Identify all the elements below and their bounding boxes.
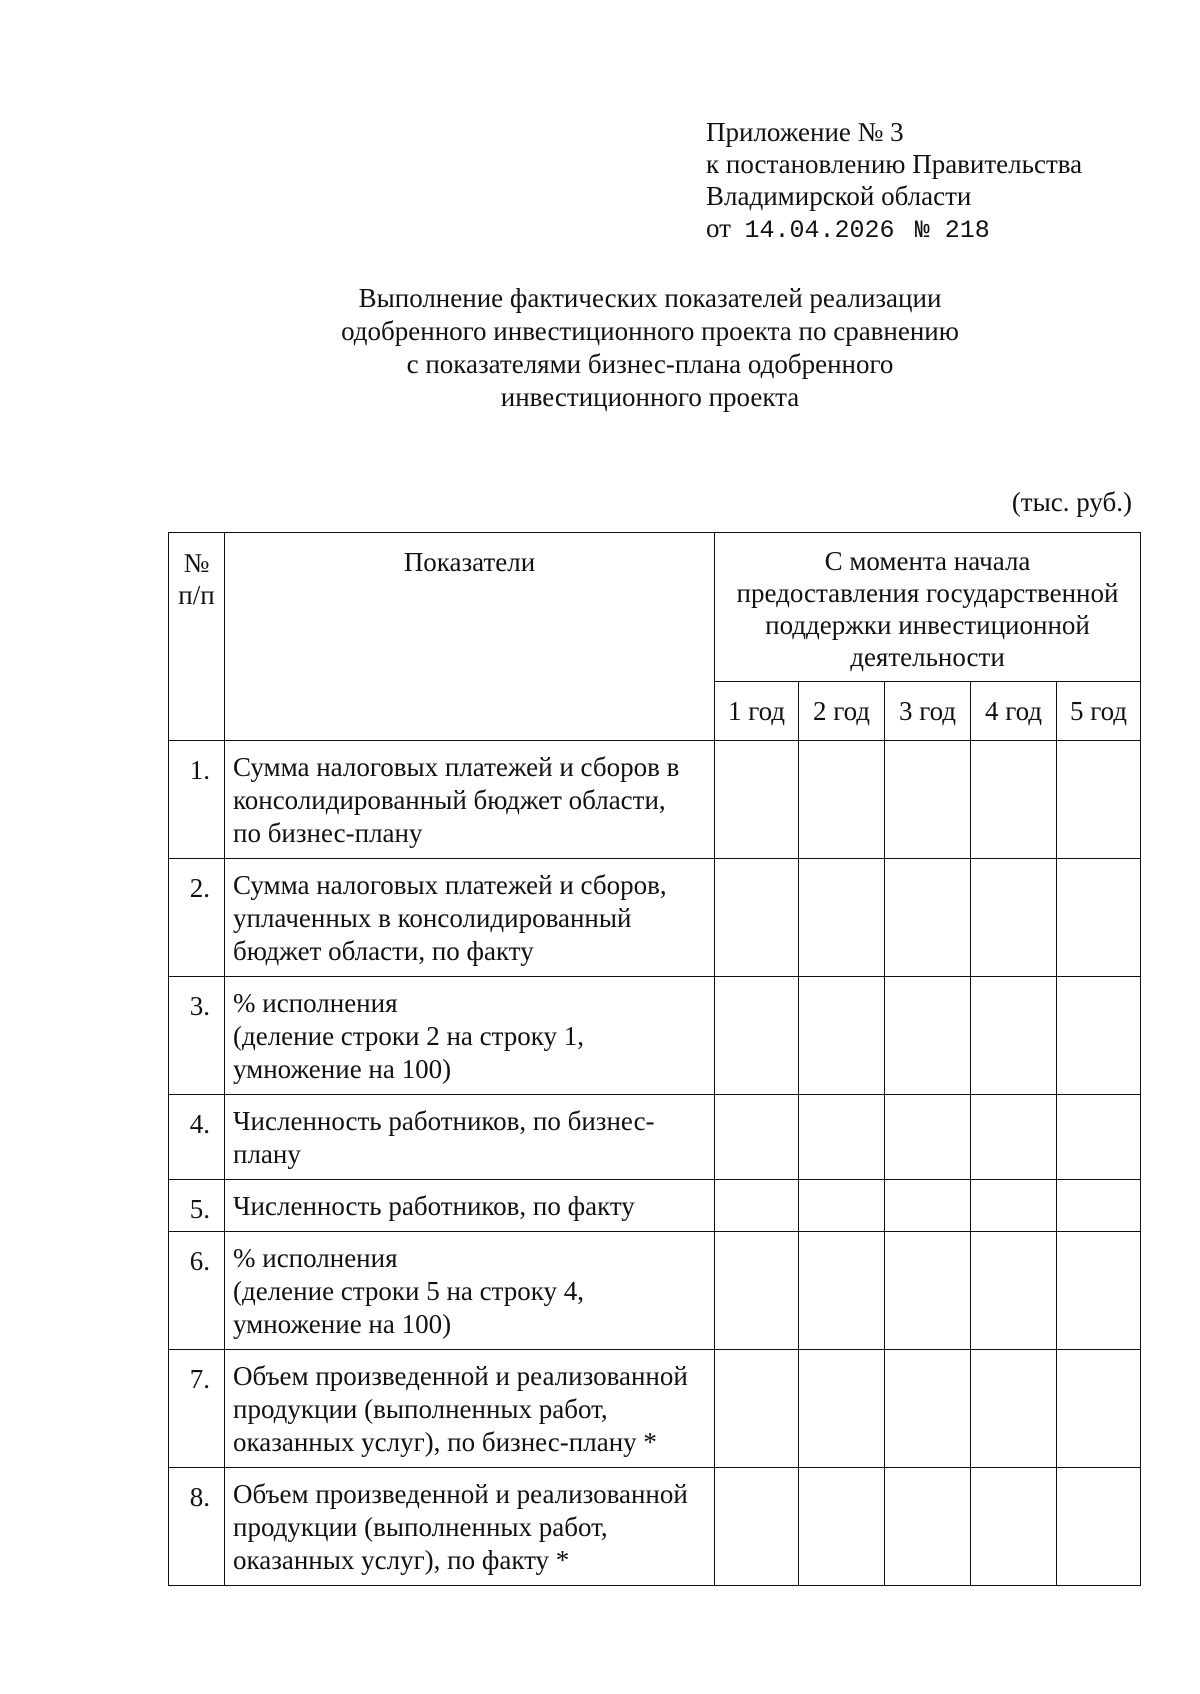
row-indicator	[225, 1232, 715, 1350]
year-value-cell[interactable]	[715, 741, 799, 859]
year-value-cell[interactable]	[971, 1350, 1057, 1468]
header-period-line: предоставления государственной	[736, 578, 1119, 608]
table-header-row	[169, 533, 1141, 682]
row-number: 8.	[169, 1468, 225, 1586]
year-header: 2 год	[799, 682, 885, 741]
units-label: (тыс. руб.)	[1011, 487, 1132, 517]
indicator-line: (деление строки 2 на строку 1,	[233, 1021, 585, 1051]
year-value-cell[interactable]	[971, 741, 1057, 859]
appendix-date-line	[706, 212, 1082, 247]
indicator-line: бюджет области, по факту	[233, 936, 534, 966]
row-number: 4.	[169, 1095, 225, 1180]
year-value-cell[interactable]	[799, 1350, 885, 1468]
year-value-cell[interactable]	[971, 859, 1057, 977]
indicator-line: Численность работников, по бизнес-	[233, 1106, 655, 1136]
year-value-cell[interactable]	[971, 977, 1057, 1095]
year-value-cell[interactable]	[715, 1350, 799, 1468]
header-num-abbr: п/п	[178, 580, 215, 610]
appendix-resolution: к постановлению Правительства	[706, 149, 1083, 179]
indicator-line: Объем произведенной и реализованной	[233, 1361, 688, 1391]
year-value-cell[interactable]	[885, 1468, 971, 1586]
indicator-line: умножение на 100)	[233, 1309, 452, 1339]
row-number: 7.	[169, 1350, 225, 1468]
row-number: 3.	[169, 977, 225, 1095]
title-line: с показателями бизнес-плана одобренного	[406, 349, 894, 379]
year-value-cell[interactable]	[715, 1180, 799, 1232]
indicator-line: Сумма налоговых платежей и сборов в	[233, 752, 680, 782]
indicator-line: (деление строки 5 на строку 4,	[233, 1276, 585, 1306]
title-line: инвестиционного проекта	[500, 382, 800, 412]
header-num-cell	[169, 533, 225, 741]
year-value-cell[interactable]	[885, 977, 971, 1095]
table-row	[169, 977, 1141, 1095]
appendix-region: Владимирской области	[706, 181, 972, 211]
year-value-cell[interactable]	[1057, 1180, 1141, 1232]
row-indicator	[225, 1095, 715, 1180]
year-value-cell[interactable]	[885, 1095, 971, 1180]
appendix-header	[706, 116, 1082, 247]
row-indicator	[225, 1468, 715, 1586]
indicator-line: Объем произведенной и реализованной	[233, 1479, 688, 1509]
row-indicator	[225, 859, 715, 977]
year-value-cell[interactable]	[1057, 1095, 1141, 1180]
table-row	[169, 859, 1141, 977]
indicator-line: оказанных услуг), по факту *	[233, 1545, 570, 1575]
year-value-cell[interactable]	[799, 977, 885, 1095]
table-row	[169, 741, 1141, 859]
header-period-cell	[715, 533, 1141, 682]
title-line: Выполнение фактических показателей реализации	[358, 283, 942, 313]
indicator-line: продукции (выполненных работ,	[233, 1512, 608, 1542]
header-indicator-label: Показатели	[403, 547, 536, 577]
year-value-cell[interactable]	[885, 1180, 971, 1232]
year-header: 5 год	[1057, 682, 1141, 741]
year-value-cell[interactable]	[971, 1232, 1057, 1350]
header-indicator-cell	[225, 533, 715, 741]
year-header: 1 год	[715, 682, 799, 741]
indicator-line: умножение на 100)	[233, 1054, 452, 1084]
year-value-cell[interactable]	[885, 1350, 971, 1468]
indicator-line: плану	[233, 1139, 301, 1169]
row-indicator	[225, 741, 715, 859]
table-row	[169, 1180, 1141, 1232]
indicators-table	[168, 532, 1141, 1586]
table-row	[169, 1095, 1141, 1180]
indicator-line: оказанных услуг), по бизнес-плану *	[233, 1427, 657, 1457]
appendix-number: Приложение № 3	[706, 117, 904, 147]
indicator-line: продукции (выполненных работ,	[233, 1394, 608, 1424]
date-prefix: от	[706, 213, 731, 243]
year-value-cell[interactable]	[885, 859, 971, 977]
year-value-cell[interactable]	[885, 741, 971, 859]
row-number: 5.	[169, 1180, 225, 1232]
row-indicator	[225, 1180, 715, 1232]
year-value-cell[interactable]	[1057, 859, 1141, 977]
table-row	[169, 1350, 1141, 1468]
row-number: 2.	[169, 859, 225, 977]
year-value-cell[interactable]	[715, 859, 799, 977]
year-value-cell[interactable]	[1057, 1468, 1141, 1586]
indicator-line: консолидированный бюджет области,	[233, 785, 666, 815]
year-value-cell[interactable]	[971, 1468, 1057, 1586]
indicator-line: Сумма налоговых платежей и сборов,	[233, 870, 667, 900]
year-value-cell[interactable]	[799, 1180, 885, 1232]
year-value-cell[interactable]	[799, 1232, 885, 1350]
row-number: 1.	[169, 741, 225, 859]
year-value-cell[interactable]	[1057, 977, 1141, 1095]
resolution-number: № 218	[914, 216, 990, 245]
year-header: 4 год	[971, 682, 1057, 741]
table-row	[169, 1468, 1141, 1586]
indicator-line: по бизнес-плану	[233, 818, 423, 848]
year-value-cell[interactable]	[715, 1095, 799, 1180]
year-value-cell[interactable]	[971, 1180, 1057, 1232]
year-header: 3 год	[885, 682, 971, 741]
row-number: 6.	[169, 1232, 225, 1350]
year-value-cell[interactable]	[799, 859, 885, 977]
year-value-cell[interactable]	[971, 1095, 1057, 1180]
header-period-line: поддержки инвестиционной	[765, 610, 1090, 640]
year-value-cell[interactable]	[1057, 1350, 1141, 1468]
header-period-line: деятельности	[850, 642, 1005, 672]
year-value-cell[interactable]	[1057, 1232, 1141, 1350]
year-value-cell[interactable]	[715, 1468, 799, 1586]
year-value-cell[interactable]	[1057, 741, 1141, 859]
year-value-cell[interactable]	[799, 1468, 885, 1586]
document-title	[240, 282, 1060, 414]
header-num-symbol: №	[183, 548, 210, 578]
indicator-line: % исполнения	[233, 1243, 398, 1273]
row-indicator	[225, 977, 715, 1095]
title-line: одобренного инвестиционного проекта по сравнению	[341, 316, 959, 346]
resolution-date: 14.04.2026	[744, 216, 895, 245]
indicator-line: Численность работников, по факту	[233, 1191, 635, 1221]
row-indicator	[225, 1350, 715, 1468]
year-value-cell[interactable]	[799, 741, 885, 859]
indicator-line: уплаченных в консолидированный	[233, 903, 632, 933]
indicator-line: % исполнения	[233, 988, 398, 1018]
year-value-cell[interactable]	[715, 977, 799, 1095]
table-row	[169, 1232, 1141, 1350]
year-value-cell[interactable]	[799, 1095, 885, 1180]
header-period-line: С момента начала	[824, 546, 1031, 576]
year-value-cell[interactable]	[715, 1232, 799, 1350]
year-value-cell[interactable]	[885, 1232, 971, 1350]
